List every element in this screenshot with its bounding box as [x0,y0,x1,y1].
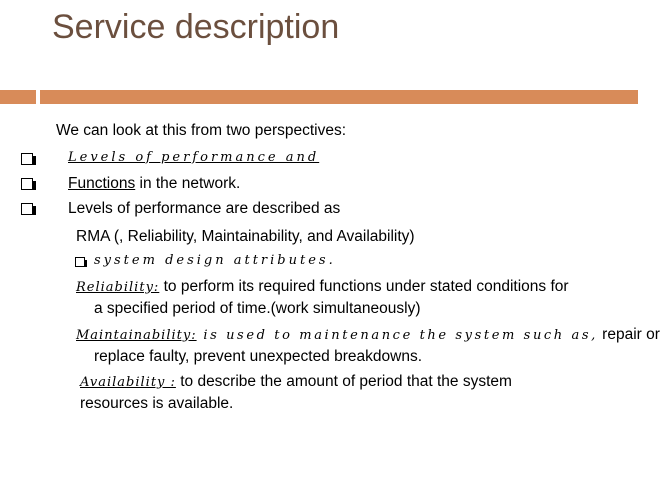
slide-title: Service description [52,8,340,46]
availability-term: Availability : [80,375,176,390]
reliability-term: Reliability: [76,280,160,295]
bullet-icon [21,203,33,215]
bullet-functions [68,174,240,194]
bullet-icon [21,153,33,165]
availability-desc-1: to describe the amount of period that the system [175,373,512,390]
intro-text: We can look at this from two perspectives: [56,122,347,139]
reliability-line-2: a specified period of time.(work simultaneously) [94,300,421,317]
maintainability-line-2: replace faulty, prevent unexpected breakdowns. [94,348,422,365]
reliability-line-1 [76,277,569,298]
functions-link[interactable]: Functions [68,175,136,192]
sub-bullet-design-attributes: system design attributes. [94,253,336,268]
rma-line: RMA (, Reliability, Maintainability, and Availability) [76,228,415,245]
maintainability-line-1 [76,325,660,346]
accent-bar-right [40,90,638,104]
bullet-performance-levels: Levels of performance and [68,150,320,165]
sub-bullet-icon [75,257,85,267]
maintainability-desc-1: repair or [597,326,660,343]
availability-line-1 [80,372,512,393]
accent-bar-left [0,90,36,104]
reliability-desc-1: to perform its required functions under stated conditions for [159,278,569,295]
functions-rest: in the network. [135,175,241,192]
bullet-levels-described: Levels of performance are described as [68,200,341,217]
availability-line-2: resources is available. [80,395,234,412]
maintainability-script-desc: is used to maintenance the system such as, [196,328,598,343]
maintainability-term: Maintainability: [76,328,197,343]
bullet-icon [21,178,33,190]
